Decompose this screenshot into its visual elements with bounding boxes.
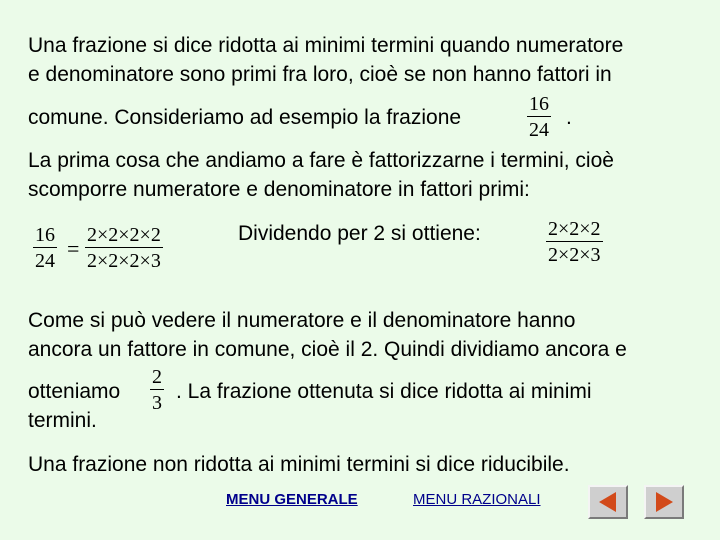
menu-generale-link[interactable]: MENU GENERALE	[226, 491, 358, 508]
p4-line1: Una frazione non ridotta ai minimi termini si dice riducibile.	[28, 453, 570, 476]
fraction-denominator: 3	[152, 392, 162, 414]
next-button[interactable]	[644, 485, 684, 519]
fraction-bar	[527, 116, 551, 117]
p3-line1: Come si può vedere il numeratore e il denominatore hanno	[28, 309, 576, 332]
p1-line2: e denominatore sono primi fra loro, cioè se non hanno fattori in	[28, 63, 612, 86]
fraction-numerator: 16	[529, 93, 549, 115]
fraction-bar	[546, 241, 603, 242]
fraction-16-24	[527, 93, 551, 141]
fraction-16-24-left	[33, 224, 57, 272]
fraction-bar	[150, 389, 164, 390]
p1-period: .	[566, 106, 572, 129]
p3-line2: ancora un fattore in comune, cioè il 2. Quindi dividiamo ancora e	[28, 338, 627, 361]
p3-line3-end: . La frazione ottenuta si dice ridotta ai minimi	[176, 380, 592, 403]
fraction-denominator: 2×2×2×3	[87, 250, 161, 272]
triangle-left-icon	[596, 490, 620, 514]
p2-line2: scomporre numeratore e denominatore in fattori primi:	[28, 178, 530, 201]
fraction-numerator: 2	[152, 366, 162, 388]
equals-sign: =	[67, 236, 80, 261]
p3-line3-start: otteniamo	[28, 380, 121, 403]
fraction-divided-result	[546, 218, 603, 266]
menu-razionali-link[interactable]: MENU RAZIONALI	[413, 491, 541, 508]
p3-line4: termini.	[28, 409, 97, 432]
fraction-numerator: 16	[35, 224, 55, 246]
fraction-bar	[33, 247, 57, 248]
fraction-2-3	[150, 366, 164, 414]
p1-line3: comune. Consideriamo ad esempio la frazione	[28, 106, 462, 129]
fraction-denominator: 24	[35, 250, 55, 272]
fraction-numerator: 2×2×2	[548, 218, 601, 240]
triangle-right-icon	[652, 490, 676, 514]
fraction-numerator: 2×2×2×2	[87, 224, 161, 246]
divide-text: Dividendo per 2 si ottiene:	[238, 222, 481, 245]
previous-button[interactable]	[588, 485, 628, 519]
p2-line1: La prima cosa che andiamo a fare è fattorizzarne i termini, cioè	[28, 149, 614, 172]
fraction-denominator: 24	[529, 119, 549, 141]
fraction-bar	[85, 247, 163, 248]
fraction-denominator: 2×2×3	[548, 244, 601, 266]
fraction-factored	[85, 224, 163, 272]
p1-line1: Una frazione si dice ridotta ai minimi termini quando numeratore	[28, 34, 624, 57]
